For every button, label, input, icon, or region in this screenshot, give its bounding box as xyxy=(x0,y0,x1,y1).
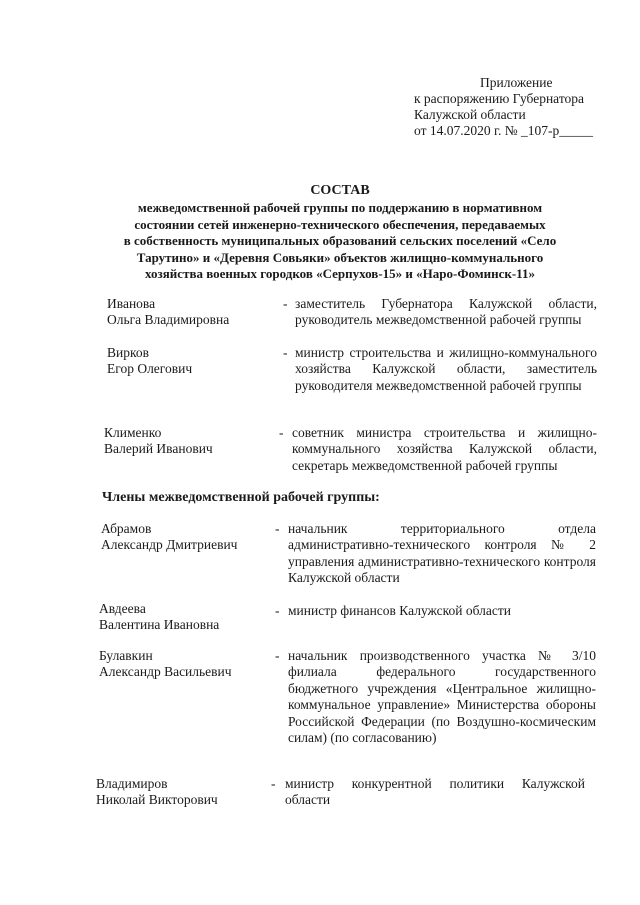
title-line: межведомственной рабочей группы по поддержанию в нормативном xyxy=(137,200,543,216)
member-surname: Абрамов xyxy=(101,521,152,536)
member-role: заместитель Губернатора Калужской области, руководитель межведомственной рабочей группы xyxy=(295,296,597,328)
entry-dash: - xyxy=(271,776,276,791)
member-role: министр финансов Калужской области xyxy=(288,603,511,618)
title-line: в собственность муниципальных образований сельских поселений «Село xyxy=(123,233,557,249)
entry-dash: - xyxy=(275,603,280,618)
member-given-name: Ольга Владимировна xyxy=(107,312,230,327)
member-role: советник министра строительства и жилищно-коммунального хозяйства Калужской области, секретарь межведомственной рабочей группы xyxy=(292,425,597,473)
member-given-name: Александр Васильевич xyxy=(99,664,232,679)
member-surname: Клименко xyxy=(104,425,162,440)
title-heading: СОСТАВ xyxy=(310,183,370,198)
title-line: Тарутино» и «Деревня Совьяки» объектов жилищно-коммунального xyxy=(136,249,544,265)
appendix-line: Приложение xyxy=(480,75,553,90)
entry-dash: - xyxy=(283,296,288,311)
entry-dash: - xyxy=(275,648,280,663)
appendix-line: к распоряжению Губернатора xyxy=(414,91,585,106)
entry-dash: - xyxy=(283,345,288,360)
member-given-name: Егор Олегович xyxy=(107,361,193,376)
entry-dash: - xyxy=(275,521,280,536)
member-role: начальник производственного участка № 3/10 филиала федерального государственного бюджетного учреждения «Центральное жилищно-коммунальное управление» Министерства обороны Российской Федерации (по Воздушно-космическим силам) (по согласованию) xyxy=(288,648,596,746)
member-surname: Вирков xyxy=(107,345,149,360)
appendix-line: Калужской области xyxy=(414,107,526,122)
member-given-name: Валерий Иванович xyxy=(104,441,213,456)
member-surname: Булавкин xyxy=(99,648,153,663)
member-given-name: Александр Дмитриевич xyxy=(101,537,238,552)
member-surname: Владимиров xyxy=(96,776,168,791)
appendix-block xyxy=(414,75,593,139)
member-role: министр строительства и жилищно-коммунального хозяйства Калужской области, заместитель руководителя межведомственной рабочей группы xyxy=(295,345,597,393)
title-line: состоянии сетей инженерно-технического обеспечения, передаваемых xyxy=(134,216,546,232)
title-line: хозяйства военных городков «Серпухов-15» и «Наро-Фоминск-11» xyxy=(145,266,535,282)
member-role: министр конкурентной политики Калужской области xyxy=(285,776,585,808)
document-title xyxy=(100,183,580,282)
appendix-line: от 14.07.2020 г. № _107-р_____ xyxy=(414,123,593,138)
member-role: начальник территориального отдела административно-технического контроля № 2 управления административно-технического контроля Калужской области xyxy=(288,521,596,586)
member-surname: Авдеева xyxy=(99,601,146,616)
member-given-name: Николай Викторович xyxy=(96,792,218,807)
member-surname: Иванова xyxy=(107,296,156,311)
entry-dash: - xyxy=(279,425,284,440)
members-heading: Члены межведомственной рабочей группы: xyxy=(102,490,380,505)
member-given-name: Валентина Ивановна xyxy=(99,617,220,632)
